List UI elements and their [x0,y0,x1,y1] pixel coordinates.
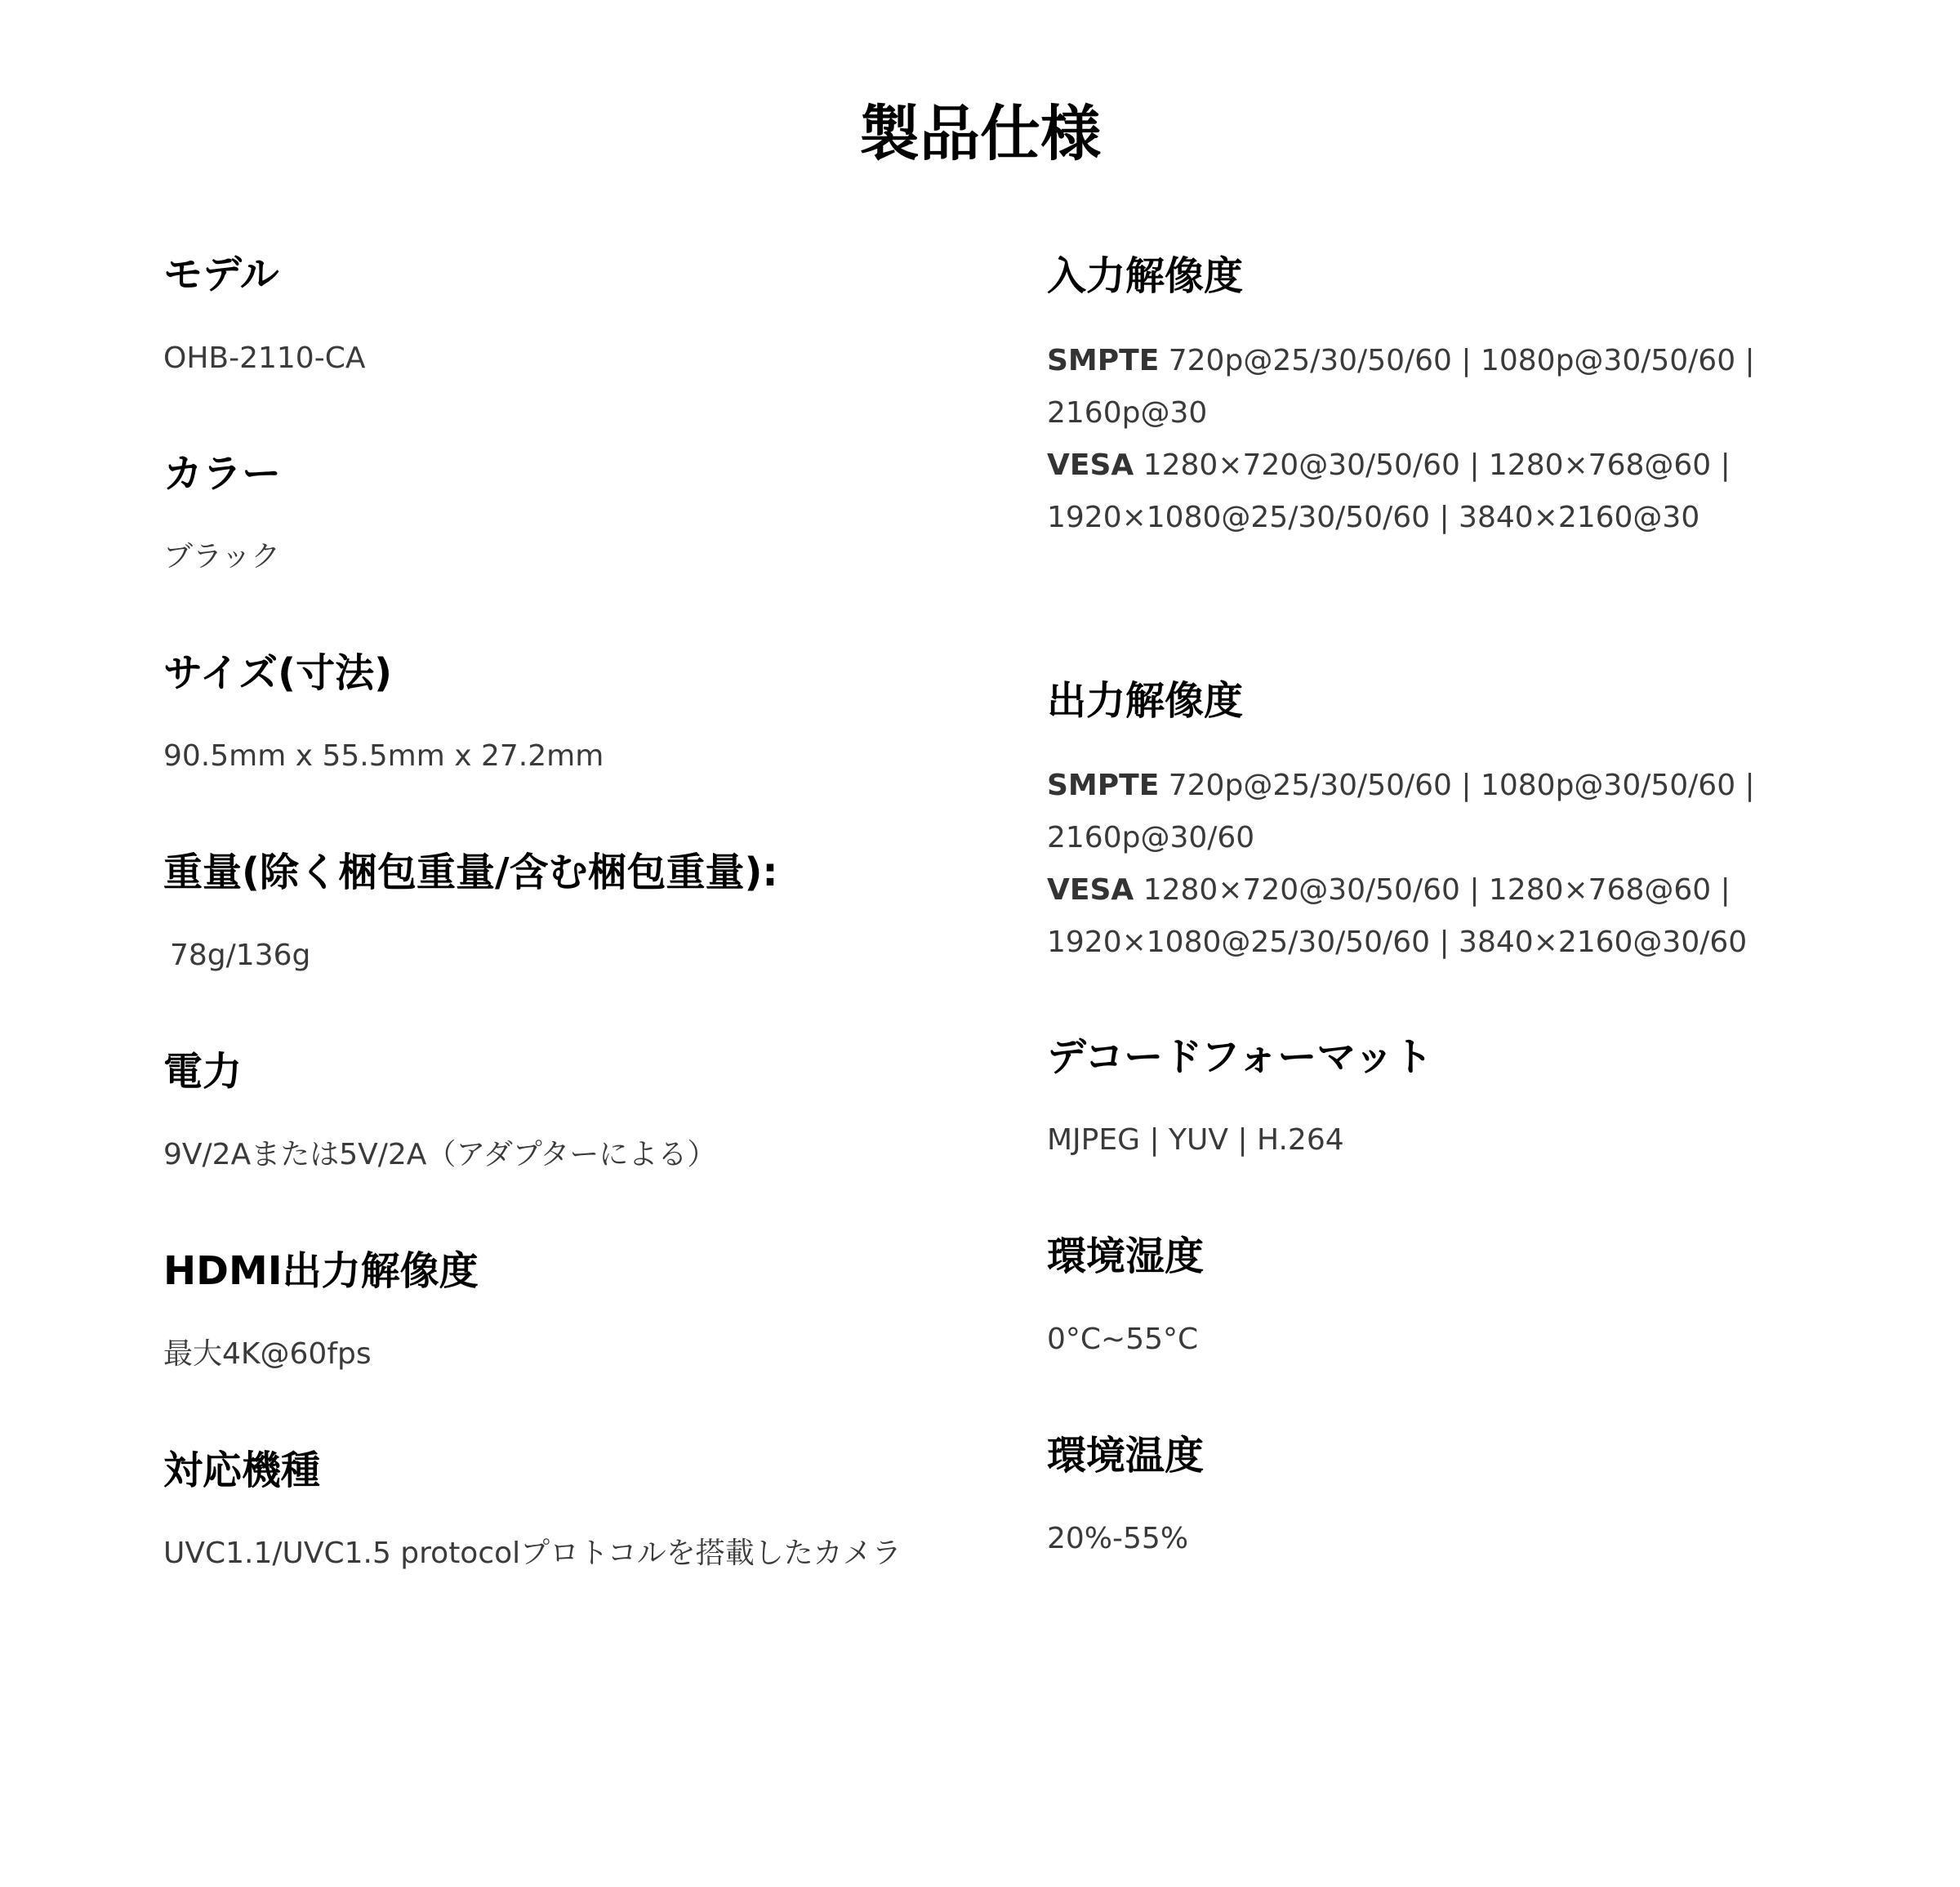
spec-label-decode-format: デコードフォーマット [1047,1034,1433,1080]
input-smpte-line-1 [1047,335,1872,387]
spec-label-compatible-models: 対応機種 [163,1448,321,1493]
output-vesa-values: 1280×720@30/50/60 | 1280×768@60 | [1143,873,1731,907]
input-vesa-line-2: 1920×1080@25/30/50/60 | 3840×2160@30 [1047,501,1700,534]
spec-label-size: サイズ(寸法) [163,650,393,696]
spec-value-power: 9V/2Aまたは5V/2A（アダプターによる） [163,1138,717,1171]
spec-label-output-resolution: 出力解像度 [1047,678,1244,724]
spec-value-model: OHB-2110-CA [163,341,366,375]
spec-value-decode-format: MJPEG | YUV | H.264 [1047,1123,1344,1157]
output-smpte-line-1 [1047,760,1872,812]
spec-value-input-resolution [1047,335,1872,544]
spec-label-model: モデル [163,252,279,297]
output-smpte-values: 720p@25/30/50/60 | 1080p@30/50/60 | [1168,769,1755,802]
spec-value-env-humidity: 0°C~55°C [1047,1323,1199,1356]
output-vesa-label: VESA [1047,873,1134,907]
spec-value-hdmi-output-resolution: 最大4K@60fps [163,1337,372,1371]
output-vesa-line-2: 1920×1080@25/30/50/60 | 3840×2160@30/60 [1047,926,1748,959]
input-vesa-label: VESA [1047,448,1134,482]
spec-value-size: 90.5mm x 55.5mm x 27.2mm [163,739,604,773]
spec-label-weight: 重量(除く梱包重量/含む梱包重量): [163,850,778,895]
input-smpte-values: 720p@25/30/50/60 | 1080p@30/50/60 | [1168,344,1755,377]
output-smpte-label: SMPTE [1047,769,1160,802]
spec-label-input-resolution: 入力解像度 [1047,253,1244,299]
spec-label-env-humidity: 環境湿度 [1047,1233,1205,1279]
page-title: 製品仕様 [859,99,1101,169]
spec-label-power: 電力 [163,1049,243,1095]
input-vesa-values: 1280×720@30/50/60 | 1280×768@60 | [1143,448,1731,482]
spec-value-color: ブラック [163,540,281,573]
output-vesa-line-1 [1047,864,1872,917]
spec-value-output-resolution [1047,760,1872,969]
spec-label-color: カラー [163,451,282,497]
input-smpte-label: SMPTE [1047,344,1160,377]
spec-value-compatible-models: UVC1.1/UVC1.5 protocolプロトコルを搭載したカメラ [163,1537,902,1570]
input-smpte-line-2: 2160p@30 [1047,396,1208,430]
output-smpte-line-2: 2160p@30/60 [1047,821,1255,854]
spec-label-hdmi-output-resolution: HDMI出力解像度 [163,1248,479,1294]
spec-value-env-temperature: 20%-55% [1047,1522,1189,1555]
spec-label-env-temperature: 環境温度 [1047,1433,1205,1479]
input-vesa-line-1 [1047,439,1872,492]
spec-value-weight: 78g/136g [170,939,311,972]
